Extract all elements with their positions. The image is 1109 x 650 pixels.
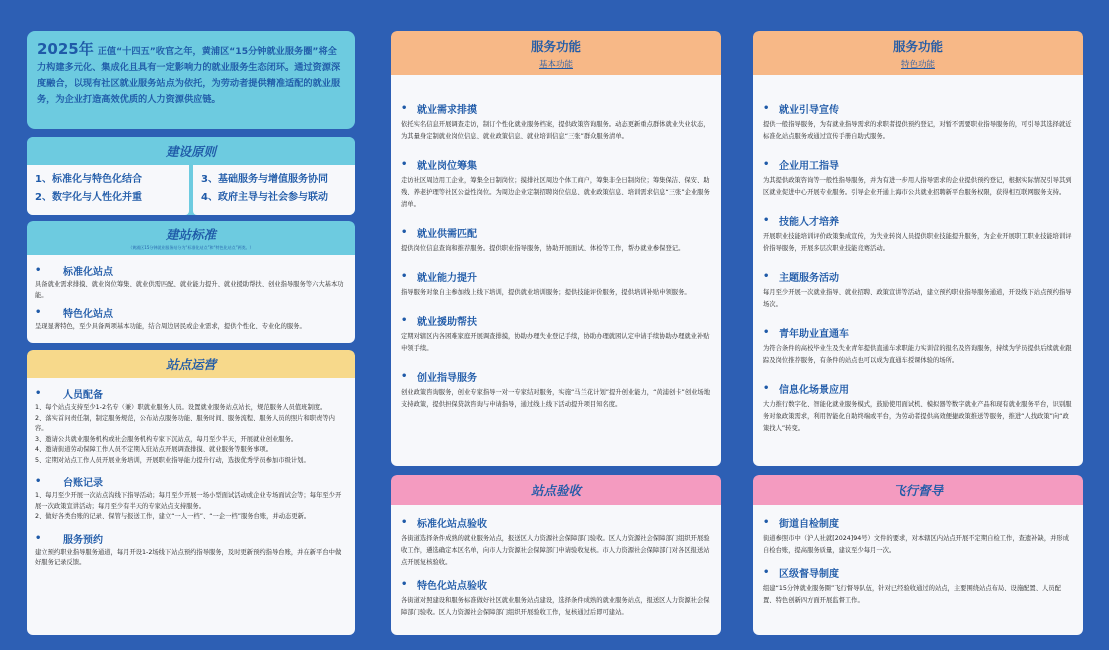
principle-item: 2、数字化与人性化并重	[35, 192, 142, 203]
service-title: • 就业能力提升	[401, 271, 477, 284]
standard-title: 建站标准	[165, 227, 216, 242]
ops-title: 站点运营	[27, 350, 355, 378]
audit-title: 飞行督导	[753, 475, 1083, 505]
accept-item-title: • 标准化站点验收	[401, 517, 487, 530]
service-text: 走访社区周边用工企业，筹集全日制岗位；摸排社区周边个体工商户，筹集非全日制岗位；筹集保洁、保安、助残、养老护理等社区公益性岗位。为周边企业定制招聘岗位信息、就业政策信息、培训需求信息“三张”企业服务清单。	[401, 177, 710, 208]
intro-year: 2025年	[37, 40, 94, 58]
service-text: 定期对辖区内各困难家庭开展调查排摸，协助办理失业登记手续，协助办理就困认定申请手续协助办理就业补贴申领手续。	[401, 333, 710, 352]
service-text: 大力推行数字化、智能化就业服务模式，鼓励使用面试机、模拟器等数字就业产品和现有就业服务平台，识别服务对象政策需求，利用智能化自助终端或平台，为劳动者提供高效便捷政策推送等服务，推进“人找政策”向“政策找人”转变。	[763, 401, 1072, 432]
service-text: 提供岗位信息查询和推荐服务。提供职业指导服务，协助开展面试、体检等工作，帮办就业参保登记。	[401, 245, 685, 252]
service-title: • 主题服务活动	[763, 271, 839, 284]
service-text: 每月至少开展一次就业指导、就业招聘、政策宣讲等活动，建立预约职业指导服务通道，开设线下站点预约指导场次。	[763, 289, 1072, 308]
standard-item-text: 呈现显著特色，至少具备两项基本功能，结合周边居民或企业需求，提供个性化、专业化的服务。	[35, 323, 306, 330]
special-functions-panel	[753, 31, 1083, 466]
service-title: • 就业引导宣传	[763, 103, 839, 116]
ops-item-title: • 台账记录	[35, 476, 103, 489]
accept-item-text: 各街道选择条件成熟的就业服务站点，报送区人力资源社会保障部门验收。区人力资源社会保障部门组织开展验收工作，遴选确定本区名单，向市人力资源社会保障部门申请验收复核。市人力资源社会保障部门对各区报送站点开展复核验收。	[401, 535, 710, 566]
standard-subtitle: （黄浦区15分钟就业服务站分为“标准化站点”和“特色化站点”两类。）	[128, 245, 254, 250]
ops-panel	[27, 350, 355, 635]
ops-line: 1、每月至少开展一次站点沟线下指导活动；每月至少开展一场小型面试活动或企业专场面试会等；每年至少开展一次政策宣讲活动；每月至少有半天的专家站点支持服务。	[35, 492, 342, 510]
ops-line: 5、定期对站点工作人员开展业务培训，开展职业指导能力提升行动，选拔优秀学员参加市级计划。	[35, 456, 310, 464]
service-text: 指导服务对象自主参加线上线下培训，提供就业培训服务；提供技能评价服务，提供培训补贴申领服务。	[401, 289, 691, 296]
principles-title: 建设原则	[27, 137, 355, 165]
audit-panel	[753, 475, 1083, 635]
service-title: • 信息化场景应用	[763, 383, 849, 396]
basic-title: 服务功能	[530, 38, 581, 54]
service-text: 提供一般指导服务，为有就业指导需求的求职者提供预约登记，对暂不需要职业指导服务的，可引导其选择就近标准化站点服务或通过宣传手册自助式服务。	[763, 121, 1072, 140]
service-title: • 就业供需匹配	[401, 227, 477, 240]
service-text: 为符合条件的高校毕业生及失业青年提供直通车求职能力实训营的报名及咨询服务，持续为学员提供后续就业跟踪及岗位推荐服务，有条件的站点也可以成为直通车授课体验的场所。	[763, 345, 1072, 364]
accept-item-title: • 特色化站点验收	[401, 579, 487, 592]
service-title: • 技能人才培养	[763, 215, 839, 228]
service-text: 为其提供政策咨询等一般性指导服务，并为有进一步用人指导需求的企业提供预约登记，根据实际情况引导其到区就业促进中心开展专业服务。引导企业开通上海市公共就业招聘新平台服务权限，获得相互联网服务支持。	[763, 177, 1072, 196]
service-title: • 创业指导服务	[401, 371, 477, 384]
principle-item: 1、标准化与特色化结合	[35, 174, 142, 185]
audit-item-text: 组建“15分钟就业服务圈”飞行督导队伍，针对已经验收通过的站点，主要围绕站点布局、设施配置、人员配置、特色创新四方面开展监督工作。	[763, 585, 1061, 604]
special-title: 服务功能	[892, 38, 943, 54]
standard-panel	[27, 221, 355, 343]
service-title: • 就业岗位筹集	[401, 159, 477, 172]
ops-line: 2、做好各类台账的记录、保管与报送工作，建立“一人一档”、“一企一档”服务台账，并动态更新。	[35, 513, 311, 520]
service-text: 创业政策咨询服务，创业专家指导一对一专家结对服务，实施“马兰花计划”提升创业能力，“黄浦创卡”创业场地支持政策，提供担保贷款咨询与申请指导，通过线上线下活动提升项目知名度。	[401, 389, 711, 408]
service-title: • 就业需求排摸	[401, 103, 477, 116]
standard-item-title: • 特色化站点	[35, 307, 113, 320]
audit-item-title: • 街道自检制度	[763, 517, 839, 530]
service-title: • 就业援助帮扶	[401, 315, 477, 328]
accept-item-text: 各街道对照建设和服务标准做好社区就业服务站点建设，选择条件成熟的就业服务站点，报送区人力资源社会保障部门验收。区人力资源社会保障部门组织开展验收工作，复核通过后即可建站。	[401, 597, 710, 616]
service-title: • 企业用工指导	[763, 159, 839, 172]
ops-line: 建立预约职业指导服务通道，每月开设1-2场线下站点预约指导服务，及时更新预约指导台账，并在新平台中做好服务记录反馈。	[35, 548, 342, 566]
audit-item-title: • 区级督导制度	[763, 567, 839, 580]
intro-panel	[27, 31, 355, 129]
basic-functions-link[interactable]: 基本功能	[538, 59, 573, 70]
standard-item-title: • 标准化站点	[35, 265, 113, 278]
ops-item-title: • 人员配备	[35, 388, 103, 401]
audit-item-text: 街道参照市中（沪人社就[2024]94号）文件的要求，对本辖区内站点开展不定期自检工作，查遗补缺，并形成自检台账，提高服务质量，建议至少每月一次。	[763, 535, 1070, 554]
principles-panel	[27, 137, 355, 215]
standard-item-text: 具备就业需求排摸、就业岗位筹集、就业供需匹配、就业能力提升、就业援助帮扶、创业指导服务等六大基本功能。	[35, 281, 344, 299]
ops-line: 4、邀请街道劳动保障工作人员不定期入驻站点开展调查排摸、就业服务等服务事项。	[35, 446, 272, 453]
special-functions-link[interactable]: 特色功能	[900, 59, 935, 70]
accept-panel	[391, 475, 721, 635]
principle-item: 3、基础服务与增值服务协同	[201, 174, 328, 185]
ops-line: 3、邀请公共就业服务机构或社会服务机构专家下沉站点，每月至少半天，开展就业创业服务。	[35, 435, 298, 443]
ops-item-title: • 服务预约	[35, 532, 103, 546]
ops-line: 1、每个站点支持至少1-2名专（兼）职就业服务人员。设置就业服务站点站长，规范服务人员值班制度。	[35, 404, 327, 411]
service-text: 依托实名信息开展调查走访，制订个性化就业服务档案，提供政策咨询服务。动态更新重点群体就业失业状态，为其量身定制就业岗位信息、就业政策信息、就业培训信息“三张”群众服务清单。	[401, 121, 710, 140]
ops-line: 2、落实首问责任制，制定服务规范，公布站点服务功能、服务时间、服务流程、服务人员的照片和职责等内容。	[35, 414, 335, 432]
service-title: • 青年助业直通车	[763, 327, 849, 340]
intro-text: 正值“十四五”收官之年，黄浦区“15分钟就业服务圈”将全力构建多元化、集成化且具有一定影响力的就业服务生态闭环。通过资源深度融合，以现有社区就业服务站点为依托，为劳动者提供精准适配的就业服务，为企业打造高效优质的人力资源供应链。	[37, 46, 341, 105]
principle-item: 4、政府主导与社会参与联动	[201, 192, 328, 203]
accept-title: 站点验收	[391, 475, 721, 505]
service-text: 开展职业技能培训评价政策集成宣传，为失业转岗人员提供职业技能提升服务，为企业开展职工职业技能培训评价指导服务，开展多层次职业技能竞赛活动。	[763, 233, 1072, 252]
basic-functions-panel	[391, 31, 721, 466]
